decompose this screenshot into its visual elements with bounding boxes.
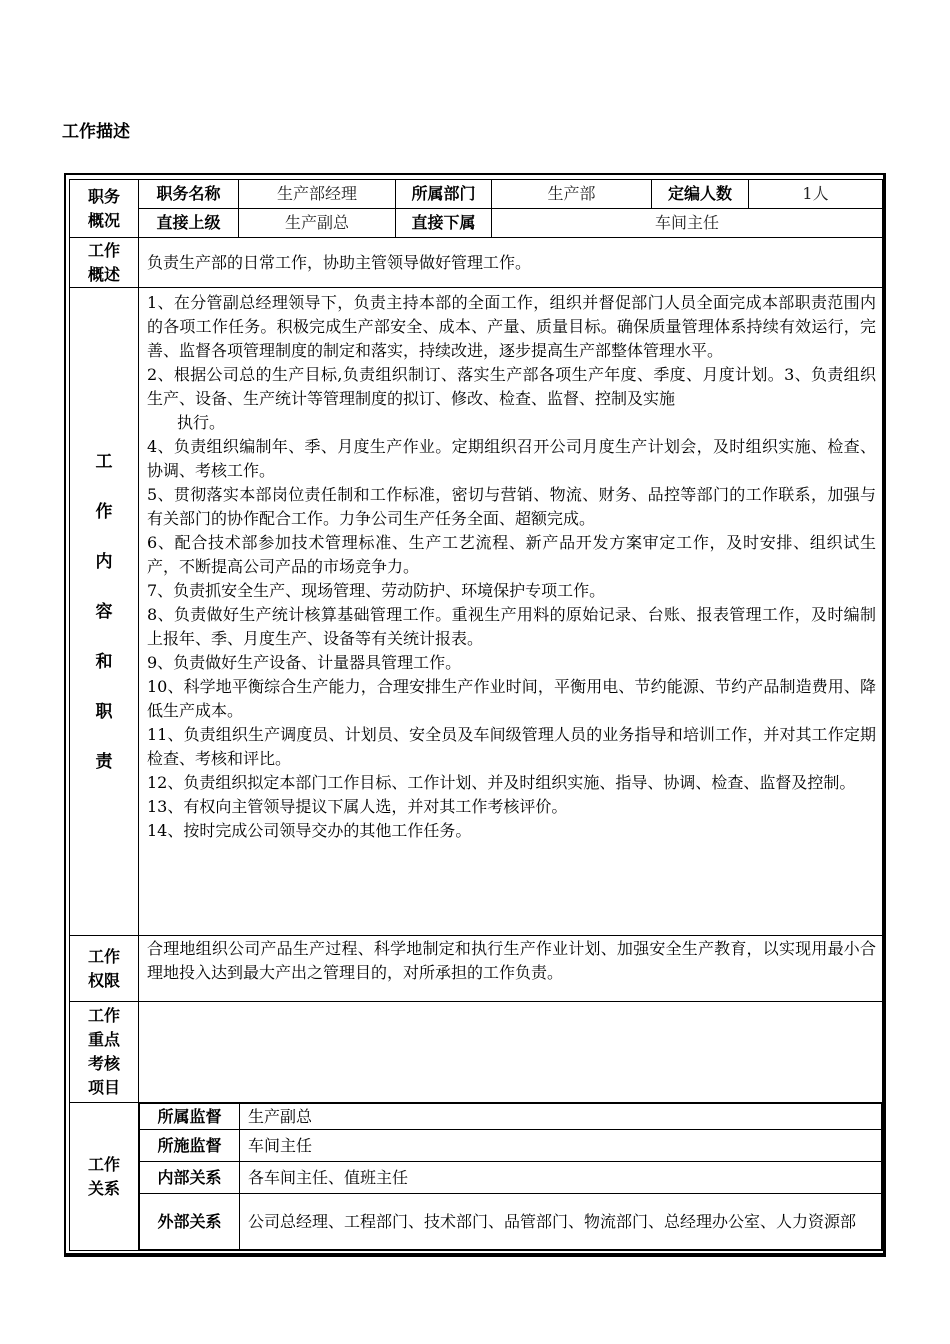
duties-side-char: 和 (95, 651, 113, 672)
subordinate-label: 直接下属 (396, 209, 492, 238)
duties-side-char: 工 (95, 451, 113, 472)
headcount-value: 1人 (749, 180, 883, 209)
relations-cell (139, 1103, 883, 1251)
job-overview-side-label: 职务概况 (70, 180, 139, 238)
superior-label: 直接上级 (139, 209, 239, 238)
duty-item: 5、贯彻落实本部岗位责任制和工作标准，密切与营销、物流、财务、品控等部门的工作联系，加强与有关部门的协作配合工作。力争公司生产任务全面、超额完成。 (147, 485, 876, 528)
duty-item: 12、负责组织拟定本部门工作目标、工作计划、并及时组织实施、指导、协调、检查、监督及控制。 (147, 773, 856, 792)
document-title: 工作描述 (62, 122, 130, 142)
duty-item: 7、负责抓安全生产、现场管理、劳动防护、环境保护专项工作。 (147, 581, 606, 600)
subordinate-value: 车间主任 (492, 209, 883, 238)
relation-value: 各车间主任、值班主任 (240, 1162, 882, 1194)
kpi-row (70, 1002, 883, 1103)
duties-side-char: 责 (95, 751, 113, 772)
relation-label: 外部关系 (140, 1194, 240, 1250)
relation-label: 内部关系 (140, 1162, 240, 1194)
job-row-2 (70, 209, 883, 238)
duty-item: 6、配合技术部参加技术管理标准、生产工艺流程、新产品开发方案审定工作，及时安排、组织试生产，不断提高公司产品的市场竞争力。 (147, 533, 876, 576)
relation-row (140, 1162, 882, 1194)
duties-side-char: 职 (95, 701, 113, 722)
duty-item: 4、负责组织编制年、季、月度生产作业。定期组织召开公司月度生产计划会，及时组织实施、检查、协调、考核工作。 (147, 437, 876, 480)
relation-label: 所施监督 (140, 1130, 240, 1162)
authority-row (70, 936, 883, 1002)
duties-text (139, 288, 883, 936)
duties-side-char: 容 (95, 601, 113, 622)
duty-item: 9、负责做好生产设备、计量器具管理工作。 (147, 653, 462, 672)
authority-side-label: 工作 权限 (70, 936, 139, 1002)
duty-item: 13、有权向主管领导提议下属人选，并对其工作考核评价。 (147, 797, 568, 816)
department-label: 所属部门 (396, 180, 492, 209)
duty-item: 2、根据公司总的生产目标,负责组织制订、落实生产部各项生产年度、季度、月度计划。3、负责组织生产、设备、生产统计等管理制度的拟订、修改、检查、监督、控制及实施 (147, 365, 876, 408)
kpi-text (139, 1002, 883, 1103)
relations-row (70, 1103, 883, 1251)
kpi-side-label: 工作 重点 考核 项目 (70, 1002, 139, 1103)
duties-side-char: 内 (95, 551, 113, 572)
job-description-table (69, 179, 883, 1251)
relation-row (140, 1104, 882, 1130)
job-name-label: 职务名称 (139, 180, 239, 209)
relation-label: 所属监督 (140, 1104, 240, 1130)
duty-item: 8、负责做好生产统计核算基础管理工作。重视生产用料的原始记录、台账、报表管理工作，及时编制上报年、季、月度生产、设备等有关统计报表。 (147, 605, 876, 648)
relations-table (139, 1103, 882, 1250)
job-row-1 (70, 180, 883, 209)
relation-value: 生产副总 (240, 1104, 882, 1130)
relation-value: 车间主任 (240, 1130, 882, 1162)
duty-item: 14、按时完成公司领导交办的其他工作任务。 (147, 821, 472, 840)
headcount-label: 定编人数 (652, 180, 749, 209)
duty-item: 1、在分管副总经理领导下，负责主持本部的全面工作，组织并督促部门人员全面完成本部职责范围内的各项工作任务。积极完成生产部安全、成本、产量、质量目标。确保质量管理体系持续有效运行，完善、监督各项管理制度的制定和落实，持续改进，逐步提高生产部整体管理水平。 (147, 293, 876, 360)
duty-item: 11、负责组织生产调度员、计划员、安全员及车间级管理人员的业务指导和培训工作，并对其工作定期检查、考核和评比。 (147, 725, 876, 768)
relation-value: 公司总经理、工程部门、技术部门、品管部门、物流部门、总经理办公室、人力资源部 (240, 1194, 882, 1250)
duty-item: 执行。 (177, 413, 226, 432)
authority-text: 合理地组织公司产品生产过程、科学地制定和执行生产作业计划、加强安全生产教育，以实现用最小合理地投入达到最大产出之管理目的，对所承担的工作负责。 (139, 936, 883, 1002)
relation-row (140, 1130, 882, 1162)
summary-side-label: 工作 概述 (70, 238, 139, 288)
duties-side-char: 作 (95, 501, 113, 522)
job-name-value: 生产部经理 (239, 180, 396, 209)
duties-side-label (70, 288, 139, 936)
summary-text: 负责生产部的日常工作，协助主管领导做好管理工作。 (139, 238, 883, 288)
department-value: 生产部 (492, 180, 652, 209)
duty-item: 10、科学地平衡综合生产能力，合理安排生产作业时间，平衡用电、节约能源、节约产品制造费用、降低生产成本。 (147, 677, 876, 720)
summary-row (70, 238, 883, 288)
duties-list (147, 291, 876, 843)
superior-value: 生产副总 (239, 209, 396, 238)
relations-side-label: 工作 关系 (70, 1103, 139, 1251)
duties-row (70, 288, 883, 936)
relation-row (140, 1194, 882, 1250)
